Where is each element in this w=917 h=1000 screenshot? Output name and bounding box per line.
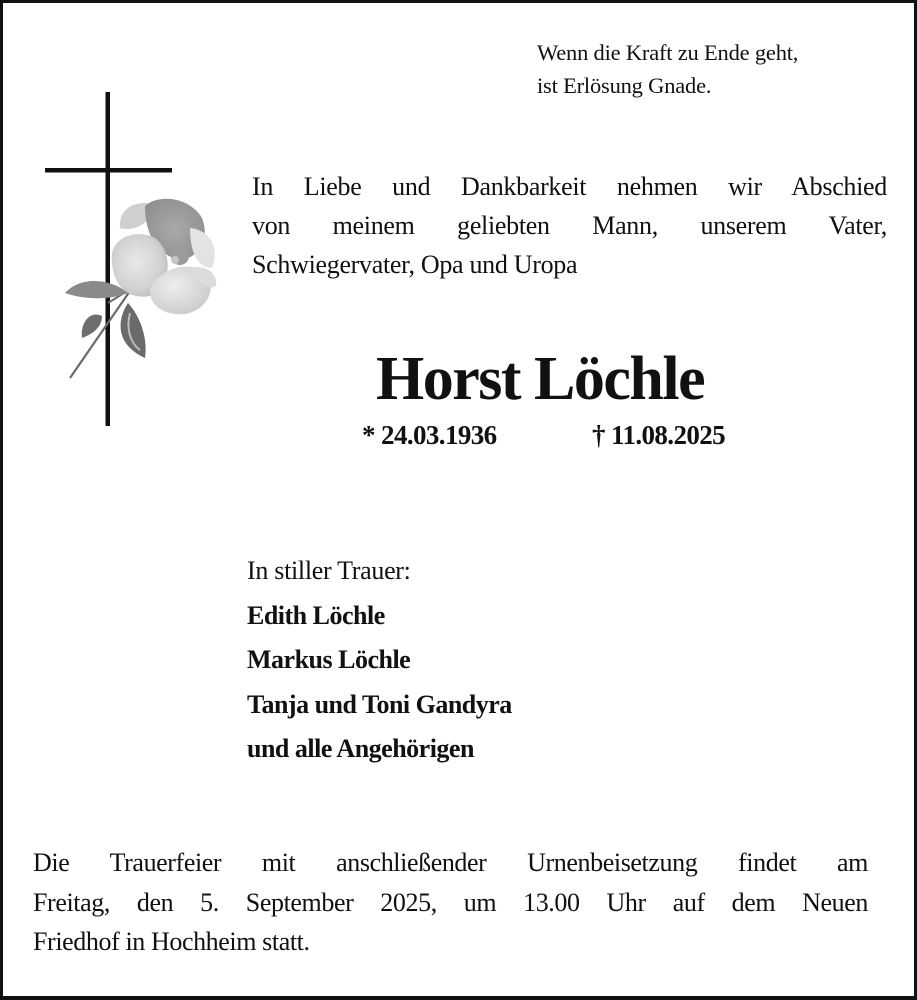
ceremony-line: Freitag, den 5. September 2025, um 13.00 Uhr auf dem Neuen xyxy=(33,887,868,917)
ceremony-info xyxy=(33,843,868,962)
mourners-block xyxy=(247,549,512,772)
ceremony-line: Die Trauerfeier mit anschließender Urnenbeisetzung findet am xyxy=(33,848,868,877)
mourner-name: Tanja und Toni Gandyra xyxy=(247,689,512,719)
intro-text xyxy=(252,167,887,284)
motto-line: ist Erlösung Gnade. xyxy=(537,73,712,98)
motto-quote xyxy=(537,36,798,102)
motto-line: Wenn die Kraft zu Ende geht, xyxy=(537,40,799,65)
intro-line: von meinem geliebten Mann, unserem Vater, xyxy=(252,211,887,240)
mourning-label: In stiller Trauer: xyxy=(247,556,411,585)
birth-date: * 24.03.1936 xyxy=(362,420,497,450)
mourner-name: Markus Löchle xyxy=(247,645,411,674)
mourner-name: und alle Angehörigen xyxy=(247,734,474,763)
ceremony-line: Friedhof in Hochheim statt. xyxy=(33,927,310,956)
rose-flower-icon xyxy=(65,199,216,378)
intro-line: In Liebe und Dankbarkeit nehmen wir Abschied xyxy=(252,172,887,201)
death-date: † 11.08.2025 xyxy=(592,420,726,450)
deceased-name: Horst Löchle xyxy=(376,345,705,413)
mourner-name: Edith Löchle xyxy=(247,600,385,630)
intro-line: Schwiegervater, Opa und Uropa xyxy=(252,250,578,279)
cross-with-rose-emblem xyxy=(40,88,230,433)
